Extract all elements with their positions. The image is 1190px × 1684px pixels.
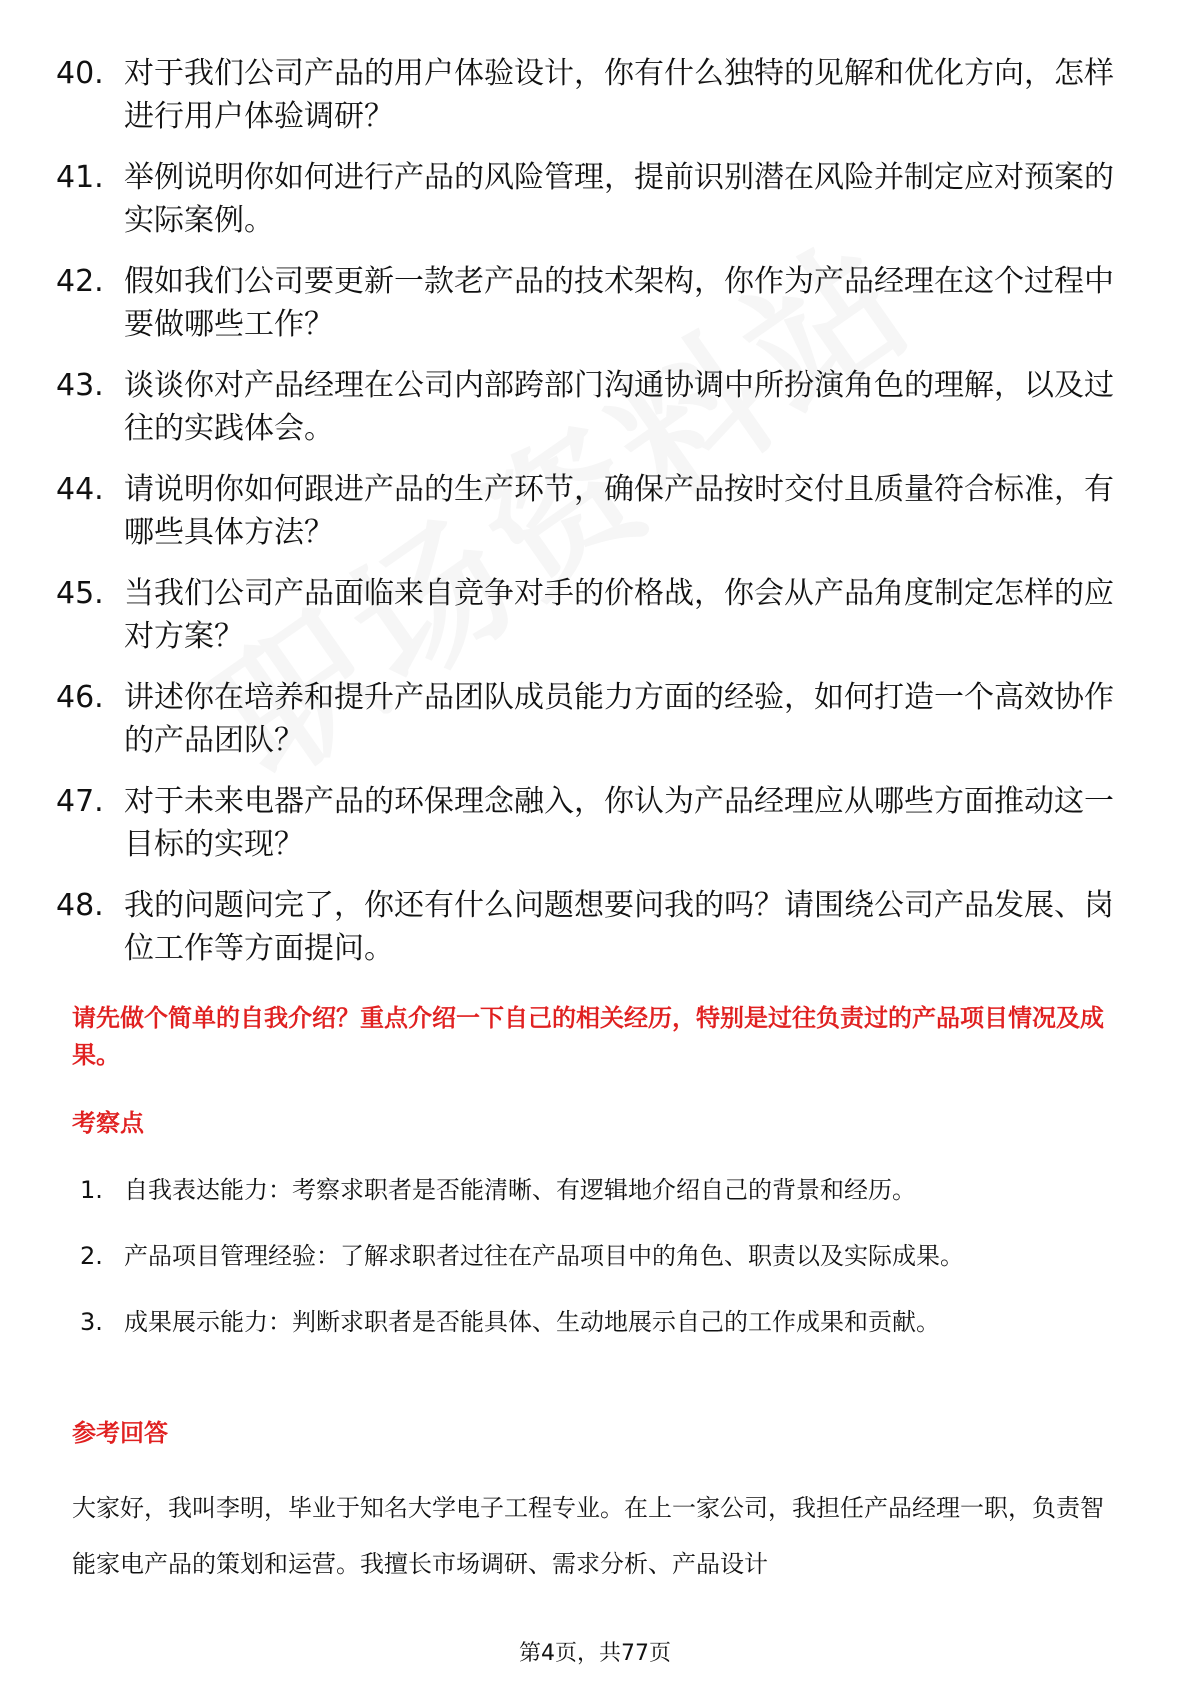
question-list [56,52,1116,988]
question-number: 41. [56,160,104,195]
reference-answer: 大家好，我叫李明，毕业于知名大学电子工程专业。在上一家公司，我担任产品经理一职，负责智能家电产品的策划和运营。我擅长市场调研、需求分析、产品设计 [72,1494,1104,1578]
page-footer: 第4页，共77页 [519,1641,671,1666]
assessment-number: 1. [80,1176,103,1204]
question-number: 47. [56,784,104,819]
question-number: 42. [56,264,104,299]
assessment-text: 成果展示能力：判断求职者是否能具体、生动地展示自己的工作成果和贡献。 [124,1308,940,1336]
assessment-heading: 考察点 [72,1109,144,1137]
assessment-number: 2. [80,1242,103,1270]
question-item [56,676,1116,762]
question-item [56,156,1116,242]
question-text: 对于我们公司产品的用户体验设计，你有什么独特的见解和优化方向，怎样进行用户体验调研？ [124,56,1114,134]
question-item [56,884,1116,970]
question-number: 43. [56,368,104,403]
question-number: 40. [56,56,104,91]
assessment-item [80,1228,1120,1284]
question-text: 举例说明你如何进行产品的风险管理，提前识别潜在风险并制定应对预案的实际案例。 [124,160,1114,238]
question-text: 对于未来电器产品的环保理念融入，你认为产品经理应从哪些方面推动这一目标的实现？ [124,784,1114,862]
question-number: 45. [56,576,104,611]
question-text: 讲述你在培养和提升产品团队成员能力方面的经验，如何打造一个高效协作的产品团队？ [124,680,1114,758]
question-number: 48. [56,888,104,923]
assessment-number: 3. [80,1308,103,1336]
question-number: 46. [56,680,104,715]
assessment-text: 自我表达能力：考察求职者是否能清晰、有逻辑地介绍自己的背景和经历。 [124,1176,916,1204]
question-item [56,52,1116,138]
question-item [56,260,1116,346]
question-text: 假如我们公司要更新一款老产品的技术架构，你作为产品经理在这个过程中要做哪些工作？ [124,264,1114,342]
question-number: 44. [56,472,104,507]
question-item [56,572,1116,658]
question-text: 我的问题问完了，你还有什么问题想要问我的吗？请围绕公司产品发展、岗位工作等方面提问。 [124,888,1114,966]
question-item [56,468,1116,554]
question-text: 当我们公司产品面临来自竞争对手的价格战，你会从产品角度制定怎样的应对方案？ [124,576,1114,654]
assessment-item [80,1162,1120,1218]
assessment-list [80,1162,1120,1360]
question-item [56,780,1116,866]
question-item [56,364,1116,450]
assessment-item [80,1294,1120,1350]
reference-heading: 参考回答 [72,1419,168,1447]
question-text: 请说明你如何跟进产品的生产环节，确保产品按时交付且质量符合标准，有哪些具体方法？ [124,472,1114,550]
question-text: 谈谈你对产品经理在公司内部跨部门沟通协调中所扮演角色的理解，以及过往的实践体会。 [124,368,1114,446]
assessment-text: 产品项目管理经验：了解求职者过往在产品项目中的角色、职责以及实际成果。 [124,1242,964,1270]
intro-question: 请先做个简单的自我介绍？重点介绍一下自己的相关经历，特别是过往负责过的产品项目情况及成果。 [72,1004,1104,1069]
